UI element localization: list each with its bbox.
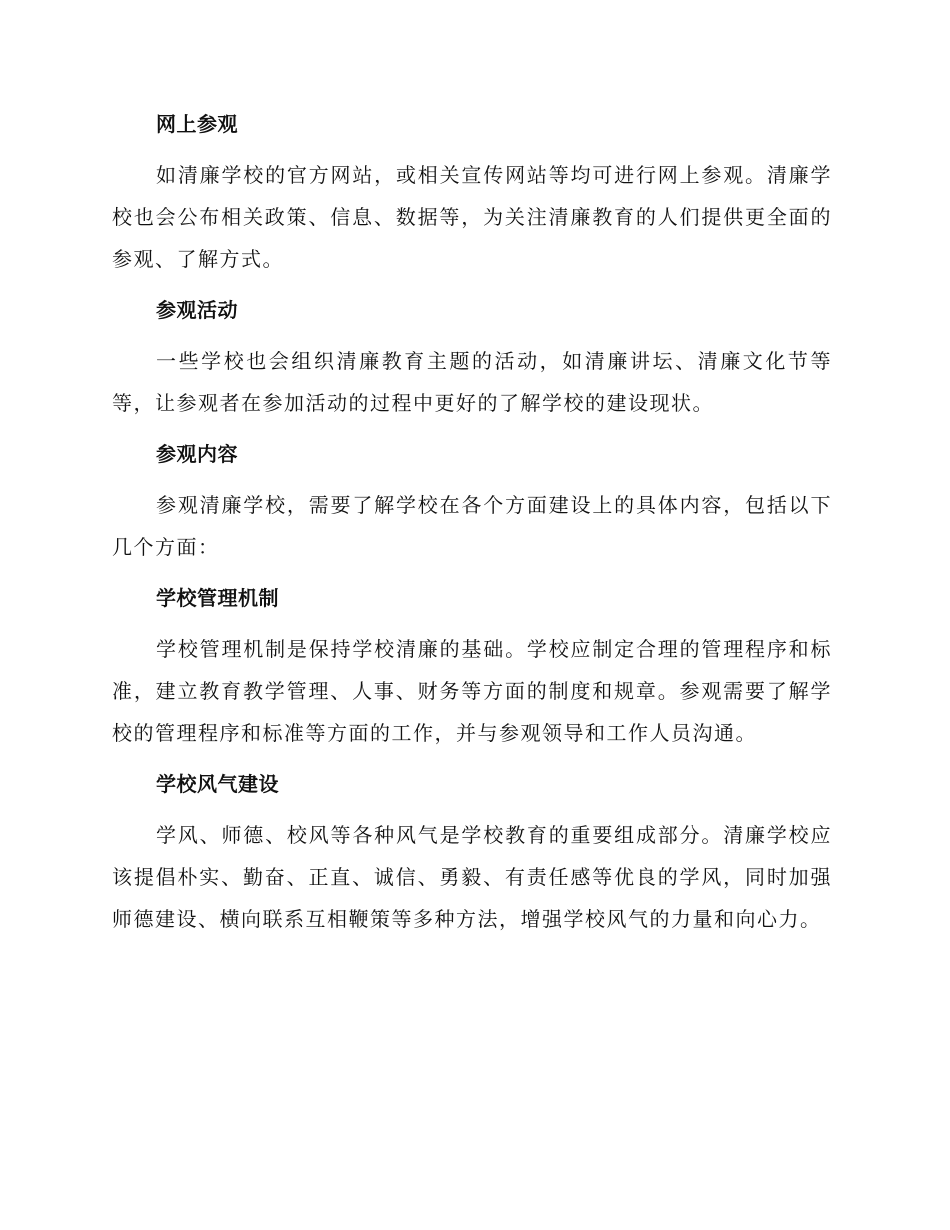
section-heading: 网上参观 (156, 112, 238, 136)
section-management-mechanism (112, 582, 832, 754)
section-paragraph: 一些学校也会组织清廉教育主题的活动，如清廉讲坛、清廉文化节等等，让参观者在参加活动的过程中更好的了解学校的建设现状。 (112, 349, 832, 415)
section-heading: 参观内容 (156, 442, 238, 466)
section-visit-activities (112, 294, 832, 424)
section-online-visit (112, 108, 832, 280)
section-heading: 学校管理机制 (156, 586, 279, 610)
section-heading: 参观活动 (156, 298, 238, 322)
section-paragraph: 学校管理机制是保持学校清廉的基础。学校应制定合理的管理程序和标准，建立教育教学管理、人事、财务等方面的制度和规章。参观需要了解学校的管理程序和标准等方面的工作，并与参观领导和工作人员沟通。 (112, 637, 832, 745)
section-heading: 学校风气建设 (156, 772, 279, 796)
document-page (112, 108, 832, 954)
section-paragraph: 学风、师德、校风等各种风气是学校教育的重要组成部分。清廉学校应该提倡朴实、勤奋、正直、诚信、勇毅、有责任感等优良的学风，同时加强师德建设、横向联系互相鞭策等多种方法，增强学校风气的力量和向心力。 (112, 823, 832, 931)
section-paragraph: 如清廉学校的官方网站，或相关宣传网站等均可进行网上参观。清廉学校也会公布相关政策、信息、数据等，为关注清廉教育的人们提供更全面的参观、了解方式。 (112, 163, 832, 271)
section-school-atmosphere (112, 768, 832, 940)
section-paragraph: 参观清廉学校，需要了解学校在各个方面建设上的具体内容，包括以下几个方面： (112, 493, 832, 559)
section-visit-content (112, 438, 832, 568)
